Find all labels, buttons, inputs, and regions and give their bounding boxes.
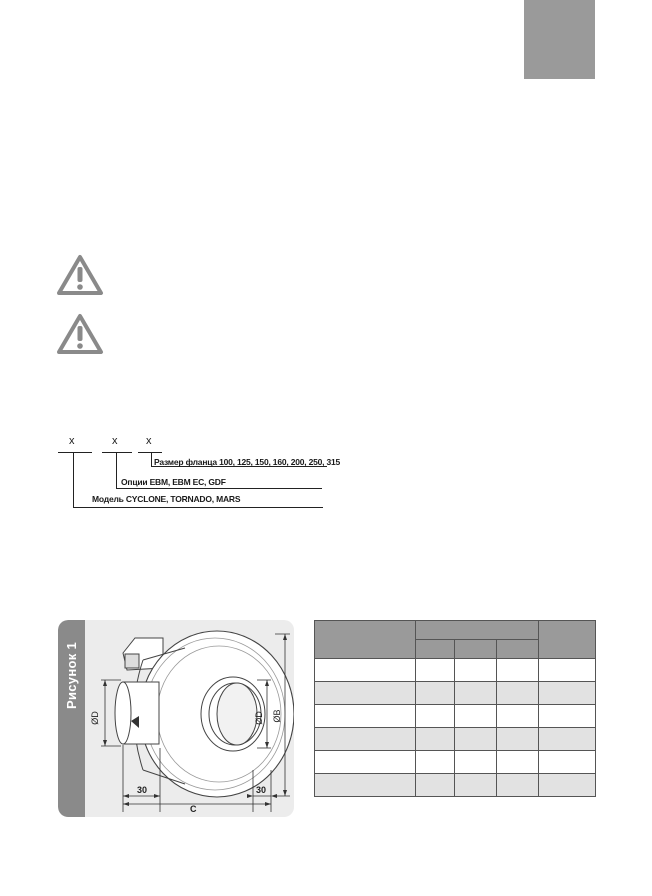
table-cell — [455, 774, 497, 797]
table-cell — [455, 705, 497, 728]
table-cell — [539, 751, 596, 774]
table-header-cell — [315, 621, 416, 659]
table-row — [315, 774, 596, 797]
table-header-cell — [415, 621, 539, 640]
code-leader — [73, 507, 323, 508]
dim-d-right-label: ØD — [254, 711, 264, 725]
table-cell — [315, 705, 416, 728]
dim-c-label: C — [190, 804, 197, 814]
table-row — [315, 682, 596, 705]
code-leader — [116, 488, 322, 489]
table-cell — [497, 705, 539, 728]
table-cell — [539, 728, 596, 751]
code-placeholder-model: x — [69, 435, 75, 447]
table-cell — [539, 682, 596, 705]
table-header-cell — [455, 640, 497, 659]
table-cell — [315, 774, 416, 797]
code-underline — [58, 452, 92, 453]
table-cell — [539, 659, 596, 682]
table-cell — [315, 682, 416, 705]
table-cell — [497, 682, 539, 705]
model-code-diagram — [50, 435, 340, 515]
model-label: Модель CYCLONE, TORNADO, MARS — [92, 494, 241, 504]
options-label: Опции EBM, EBM EC, GDF — [121, 477, 226, 487]
table-cell — [415, 774, 455, 797]
corner-section-tab — [524, 0, 595, 79]
figure-title-text: Рисунок 1 — [64, 641, 79, 709]
code-leader — [116, 453, 117, 488]
table-cell — [455, 659, 497, 682]
table-header-cell — [415, 640, 455, 659]
table-cell — [315, 728, 416, 751]
table-cell — [455, 728, 497, 751]
table-row — [315, 705, 596, 728]
dim-b-label: ØB — [272, 709, 282, 723]
table-row — [315, 751, 596, 774]
table-cell — [497, 728, 539, 751]
dim-30-left-label: 30 — [137, 785, 148, 795]
code-placeholder-flange: x — [146, 435, 152, 447]
table-cell — [497, 774, 539, 797]
table-header-cell — [497, 640, 539, 659]
table-header-cell — [539, 621, 596, 659]
flange-size-label: Размер фланца 100, 125, 150, 160, 200, 250, 315 — [154, 457, 341, 467]
warning-triangle-icon — [56, 254, 104, 296]
dim-d-left-label: ØD — [90, 711, 100, 725]
table-cell — [415, 659, 455, 682]
table-cell — [415, 728, 455, 751]
table-header-row — [315, 621, 596, 640]
code-leader — [151, 453, 152, 466]
table-cell — [315, 751, 416, 774]
dim-30-right-label: 30 — [256, 785, 267, 795]
table-cell — [497, 751, 539, 774]
table-cell — [455, 751, 497, 774]
table-cell — [539, 705, 596, 728]
figure-title — [58, 620, 85, 730]
dimensions-table — [314, 620, 596, 797]
table-cell — [497, 659, 539, 682]
warning-triangle-icon — [56, 313, 104, 355]
table-row — [315, 659, 596, 682]
table-row — [315, 728, 596, 751]
table-cell — [415, 751, 455, 774]
fan-drawing — [85, 620, 294, 817]
code-leader — [73, 453, 74, 507]
figure-1-panel — [58, 620, 294, 817]
inlet-spigot — [115, 682, 159, 744]
code-placeholder-options: x — [112, 435, 118, 447]
table-cell — [415, 705, 455, 728]
code-underline — [138, 452, 162, 453]
table-cell — [455, 682, 497, 705]
table-cell — [539, 774, 596, 797]
table-cell — [415, 682, 455, 705]
table-cell — [315, 659, 416, 682]
